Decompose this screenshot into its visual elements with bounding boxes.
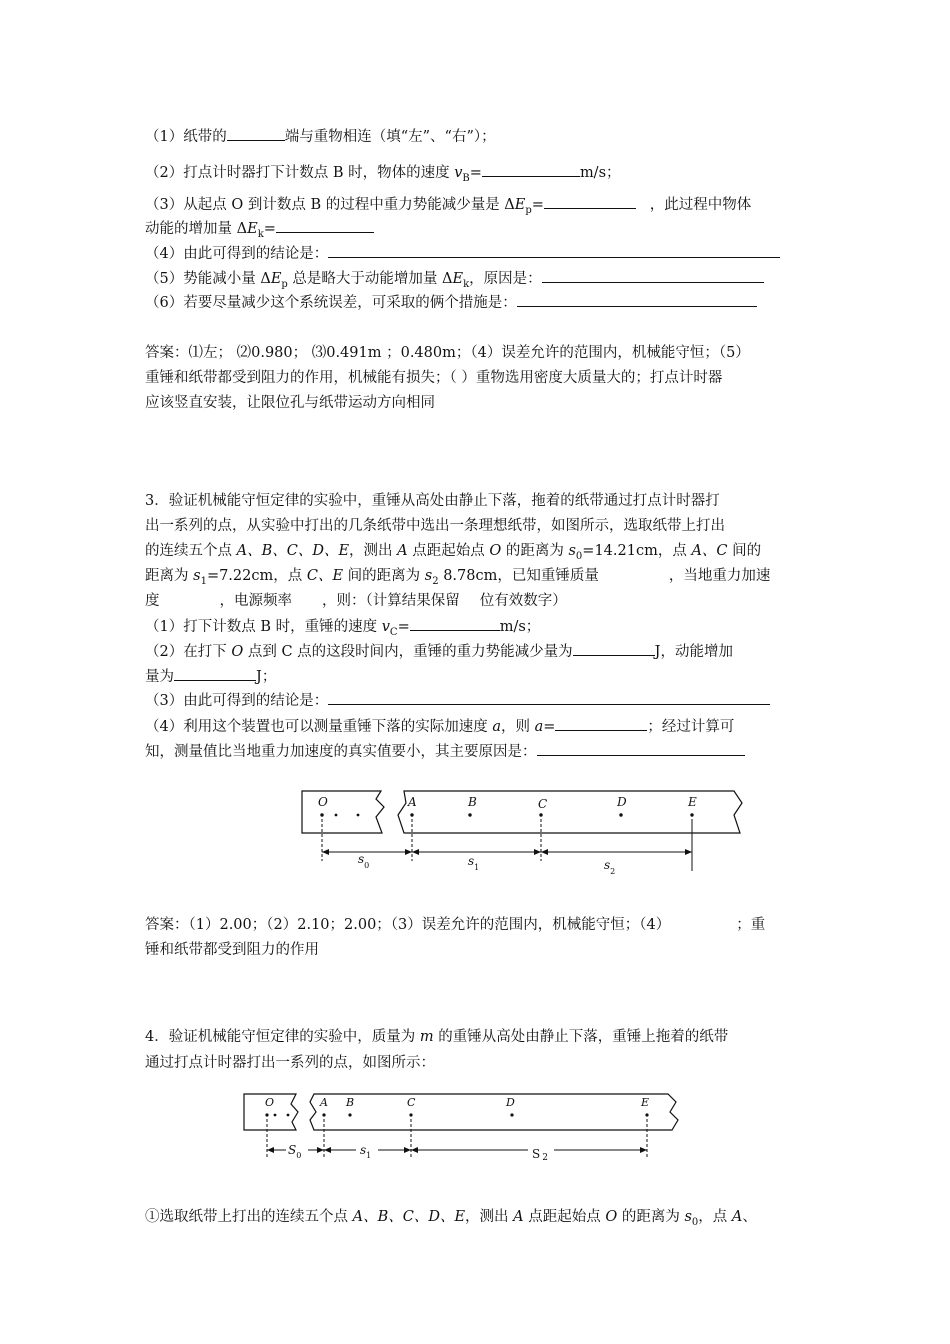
point-name: A bbox=[731, 1209, 743, 1225]
q3-item-2-line2 bbox=[145, 666, 276, 687]
text: ，当地重力加速 bbox=[668, 568, 771, 584]
dimension-lines bbox=[322, 819, 692, 871]
s1-subscript: 1 bbox=[366, 1151, 372, 1160]
text: 知，测量值比当地重力加速度的真实值要小，其主要原因是： bbox=[145, 744, 537, 760]
paper-tape-figure-1 bbox=[296, 785, 746, 880]
text: = bbox=[263, 221, 276, 237]
q2-answer-line3: 应该竖直安装，让限位孔与纸带运动方向相同 bbox=[145, 395, 435, 411]
text: （4）利用这个装置也可以测量重锤下落的实际加速度 bbox=[145, 719, 493, 735]
q3-item-2 bbox=[145, 641, 733, 662]
text: = bbox=[397, 619, 410, 635]
text: ；重 bbox=[736, 917, 766, 933]
subscript: 0 bbox=[575, 551, 583, 562]
distance-symbol: s bbox=[193, 568, 201, 584]
s0-symbol: S bbox=[288, 1143, 297, 1157]
text: =7.22cm，点 bbox=[206, 568, 307, 584]
q3-item-4 bbox=[145, 716, 734, 737]
text: 端与重物相连（填“左”、“右”）； bbox=[284, 129, 496, 145]
distance-symbol: s bbox=[568, 543, 576, 559]
text: （3）由此可得到的结论是： bbox=[145, 693, 329, 709]
tape-dots bbox=[265, 1113, 648, 1116]
point-label-C: C bbox=[538, 797, 548, 811]
answer-blank bbox=[276, 218, 374, 233]
point-name: O bbox=[231, 644, 244, 660]
answer-blank bbox=[328, 243, 780, 258]
point-label-O: O bbox=[318, 795, 328, 809]
answer-blank bbox=[482, 162, 580, 177]
text: 的连续五个点 bbox=[145, 543, 237, 559]
answer-blank bbox=[555, 716, 647, 731]
text: （2）打点计时器打下计数点 B 时，物体的速度 bbox=[145, 165, 455, 181]
point-name: O bbox=[605, 1209, 618, 1225]
q4-item-1 bbox=[145, 1207, 757, 1233]
q3-stem-line5 bbox=[145, 591, 567, 611]
point-names: C、E bbox=[306, 568, 344, 584]
text: m/s； bbox=[499, 619, 541, 635]
text: m/s； bbox=[579, 165, 621, 181]
point-label-D: D bbox=[617, 795, 627, 809]
velocity-symbol: v bbox=[454, 165, 463, 181]
text: 点距起始点 bbox=[523, 1209, 606, 1225]
s2-subscript: 2 bbox=[610, 867, 616, 876]
q2-answer-line1: 答案：⑴左； ⑵0.980； ⑶0.491m ；0.480m；（4）误差允许的范围内，机械能守恒；（5） bbox=[145, 345, 750, 361]
answer-blank bbox=[573, 641, 655, 656]
text: =14.21cm，点 bbox=[582, 543, 692, 559]
text: 量为 bbox=[145, 669, 174, 685]
text: 答案：（1）2.00；（2）2.10；2.00；（3）误差允许的范围内，机械能守恒；（4） bbox=[145, 917, 671, 933]
text: （1）纸带的 bbox=[145, 129, 227, 145]
q4-stem-line1 bbox=[145, 1027, 728, 1047]
text: （6）若要尽量减少这个系统误差，可采取的俩个措施是： bbox=[145, 295, 517, 311]
distance-symbol: s bbox=[684, 1209, 692, 1225]
text: ，测出 bbox=[349, 543, 398, 559]
text: ，则 bbox=[501, 719, 535, 735]
text: J，动能增加 bbox=[654, 644, 733, 660]
text: （3）从起点 O 到计数点 B 的过程中重力势能减少量是 Δ bbox=[145, 197, 515, 213]
text: ，点 bbox=[698, 1209, 732, 1225]
text: ，则：（计算结果保留 bbox=[322, 593, 460, 609]
subscript: k bbox=[257, 229, 264, 240]
tape-outline bbox=[244, 1094, 678, 1130]
text: 点到 C 点的这段时间内，重锤的重力势能减少量为 bbox=[243, 644, 573, 660]
point-label-A: A bbox=[408, 795, 417, 809]
q4-stem-line2: 通过打点计时器打出一系列的点，如图所示： bbox=[145, 1055, 435, 1071]
subscript: C bbox=[389, 627, 398, 638]
text: ，原因是： bbox=[469, 271, 542, 287]
q3-item-4-line2 bbox=[145, 741, 745, 762]
text: = bbox=[531, 197, 544, 213]
text: （2）在打下 bbox=[145, 644, 232, 660]
text: ；经过计算可 bbox=[647, 719, 735, 735]
text: 总是略大于动能增加量 Δ bbox=[287, 271, 453, 287]
velocity-symbol: v bbox=[381, 619, 390, 635]
text: 距离为 bbox=[145, 568, 194, 584]
q2-item-5 bbox=[145, 268, 764, 295]
text: ，测出 bbox=[465, 1209, 514, 1225]
label-s0 bbox=[358, 852, 369, 870]
q2-answer-line2: 重锤和纸带都受到阻力的作用，机械能有损失；（ ）重物选用密度大质量大的；打点计时器 bbox=[145, 370, 723, 386]
point-label-D: D bbox=[506, 1096, 515, 1109]
s2-symbol: s bbox=[604, 858, 611, 872]
point-label-O: O bbox=[265, 1096, 275, 1109]
text: ①选取纸带上打出的连续五个点 bbox=[145, 1209, 353, 1225]
s1-subscript: 1 bbox=[474, 863, 480, 872]
subscript: k bbox=[463, 279, 470, 290]
text: 动能的增加量 Δ bbox=[145, 221, 248, 237]
point-names: A、B、C、D、E bbox=[352, 1209, 466, 1225]
q3-answer-line2: 锤和纸带都受到阻力的作用 bbox=[145, 942, 319, 958]
text: 间的 bbox=[727, 543, 762, 559]
point-label-E: E bbox=[688, 795, 697, 809]
energy-symbol: E bbox=[452, 271, 464, 287]
text: 8.78cm，已知重锤质量 bbox=[438, 568, 599, 584]
text: 间的距离为 bbox=[343, 568, 425, 584]
q2-item-3 bbox=[145, 194, 751, 221]
answer-blank bbox=[544, 194, 636, 209]
paper-tape-figure-2 bbox=[238, 1088, 688, 1168]
q2-item-2 bbox=[145, 162, 621, 189]
point-names: A、C bbox=[691, 543, 728, 559]
q3-stem-line4 bbox=[145, 566, 770, 592]
text: （1）打下计数点 B 时，重锤的速度 bbox=[145, 619, 382, 635]
point-name: O bbox=[489, 543, 502, 559]
dimension-lines bbox=[267, 1119, 647, 1158]
label-s2 bbox=[532, 1147, 548, 1163]
q2-item-6 bbox=[145, 292, 757, 313]
answer-blank bbox=[410, 616, 500, 631]
q3-stem-line3 bbox=[145, 541, 761, 567]
q3-answer-line1 bbox=[145, 915, 765, 935]
label-s1 bbox=[360, 1143, 371, 1160]
label-s2 bbox=[604, 858, 615, 876]
q2-item-4 bbox=[145, 243, 780, 264]
s1-symbol: s bbox=[360, 1143, 367, 1157]
text: 点距起始点 bbox=[407, 543, 490, 559]
point-label-E: E bbox=[641, 1096, 650, 1109]
energy-symbol: E bbox=[514, 197, 526, 213]
text: = bbox=[543, 719, 556, 735]
point-label-B: B bbox=[468, 795, 477, 809]
point-label-A: A bbox=[320, 1096, 328, 1109]
text: ，此过程中物体 bbox=[649, 197, 752, 213]
label-s0 bbox=[288, 1143, 301, 1160]
answer-blank bbox=[174, 666, 256, 681]
s2-symbol: S bbox=[532, 1147, 541, 1161]
text: ，电源频率 bbox=[219, 593, 292, 609]
distance-symbol: s bbox=[424, 568, 433, 584]
answer-blank bbox=[537, 741, 745, 756]
point-name: A bbox=[513, 1209, 524, 1225]
subscript: 1 bbox=[200, 576, 207, 587]
acceleration-symbol: a bbox=[534, 719, 544, 735]
s0-subscript: 0 bbox=[364, 861, 370, 870]
acceleration-symbol: a bbox=[492, 719, 501, 735]
answer-blank bbox=[542, 268, 764, 283]
tape-outline bbox=[302, 791, 742, 833]
answer-blank bbox=[328, 690, 770, 705]
mass-symbol: m bbox=[419, 1029, 434, 1045]
q3-item-1 bbox=[145, 616, 540, 643]
text: 的距离为 bbox=[617, 1209, 685, 1225]
text: 的重锤从高处由静止下落，重锤上拖着的纸带 bbox=[433, 1029, 729, 1045]
text: = bbox=[469, 165, 482, 181]
subscript: 0 bbox=[691, 1217, 699, 1228]
text: 、 bbox=[742, 1209, 757, 1225]
answer-blank bbox=[227, 126, 285, 141]
s0-symbol: s bbox=[358, 852, 365, 866]
q3-stem-line2: 出一系列的点，从实验中打出的几条纸带中选出一条理想纸带，如图所示，选取纸带上打出 bbox=[145, 518, 725, 534]
point-name: A bbox=[397, 543, 408, 559]
energy-symbol: E bbox=[270, 271, 282, 287]
q2-item-3-line2 bbox=[145, 218, 374, 245]
text: 的距离为 bbox=[501, 543, 569, 559]
q3-item-3 bbox=[145, 690, 770, 711]
answer-blank bbox=[517, 292, 757, 307]
text: （4）由此可得到的结论是： bbox=[145, 246, 329, 262]
subscript: p bbox=[281, 279, 288, 290]
s0-subscript: 0 bbox=[296, 1151, 302, 1160]
subscript: p bbox=[525, 205, 532, 216]
energy-symbol: E bbox=[247, 221, 258, 237]
q3-stem-line1: 3．验证机械能守恒定律的实验中，重锤从高处由静止下落，拖着的纸带通过打点计时器打 bbox=[145, 493, 720, 509]
point-label-C: C bbox=[407, 1096, 416, 1109]
text: 度 bbox=[145, 593, 160, 609]
text: 位有效数字） bbox=[479, 593, 567, 609]
s1-symbol: s bbox=[468, 854, 475, 868]
label-s1 bbox=[468, 854, 479, 872]
subscript: 2 bbox=[432, 576, 439, 587]
text: （5）势能减小量 Δ bbox=[145, 271, 271, 287]
point-label-B: B bbox=[346, 1096, 355, 1109]
point-names: A、B、C、D、E bbox=[236, 543, 350, 559]
text: J； bbox=[256, 669, 277, 685]
subscript: B bbox=[462, 173, 470, 184]
text: 4．验证机械能守恒定律的实验中，质量为 bbox=[145, 1029, 420, 1045]
s2-subscript: 2 bbox=[542, 1153, 548, 1163]
q2-item-1 bbox=[145, 126, 496, 147]
